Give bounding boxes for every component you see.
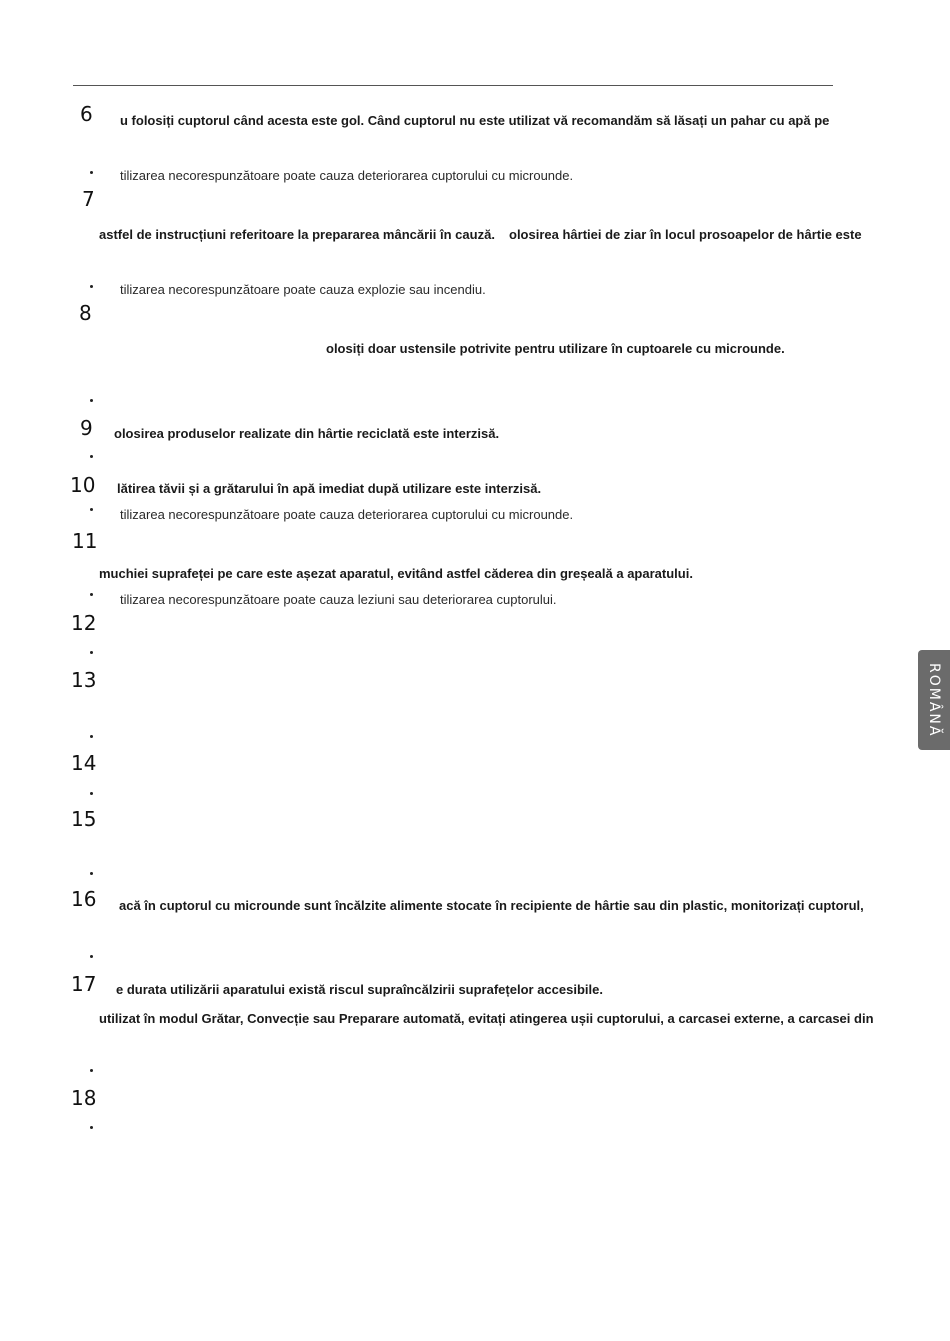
bullet-dot	[90, 399, 93, 402]
item-number: 15	[71, 807, 97, 831]
item-number: 16	[71, 887, 97, 911]
item-text: utilizat în modul Grătar, Convecție sau Preparare automată, evitați atingerea ușii cuptorului, a carcasei externe, a carcasei din	[99, 1011, 874, 1026]
language-tab	[918, 650, 950, 750]
item-text: tilizarea necorespunzătoare poate cauza deteriorarea cuptorului cu microunde.	[120, 168, 574, 183]
item-number: 12	[71, 611, 97, 635]
item-number: 11	[72, 529, 98, 553]
item-text: lătirea tăvii și a grătarului în apă imediat după utilizare este interzisă.	[117, 481, 542, 496]
bullet-dot	[90, 651, 93, 654]
item-text: e durata utilizării aparatului există riscul supraîncălzirii suprafețelor accesibile.	[116, 982, 603, 997]
bullet-dot	[90, 1069, 93, 1072]
bullet-dot	[90, 735, 93, 738]
item-number: 8	[79, 301, 92, 325]
header-rule	[73, 85, 833, 86]
item-number: 14	[71, 751, 97, 775]
bullet-dot	[90, 171, 93, 174]
bullet-dot	[90, 455, 93, 458]
item-text: u folosiți cuptorul când acesta este gol. Când cuptorul nu este utilizat vă recomandăm să lăsați un pahar cu apă pe	[120, 113, 830, 128]
language-tab-label: ROMÂNĂ	[926, 662, 942, 738]
item-text: tilizarea necorespunzătoare poate cauza leziuni sau deteriorarea cuptorului.	[120, 592, 557, 607]
item-text: astfel de instrucțiuni referitoare la prepararea mâncării în cauză.	[99, 227, 495, 242]
item-text: olosiți doar ustensile potrivite pentru utilizare în cuptoarele cu microunde.	[326, 341, 785, 356]
item-text: tilizarea necorespunzătoare poate cauza explozie sau incendiu.	[120, 282, 486, 297]
item-number: 17	[71, 972, 97, 996]
item-text: tilizarea necorespunzătoare poate cauza deteriorarea cuptorului cu microunde.	[120, 507, 574, 522]
bullet-dot	[90, 872, 93, 875]
bullet-dot	[90, 285, 93, 288]
item-number: 7	[82, 187, 95, 211]
item-text: olosirea hârtiei de ziar în locul prosoapelor de hârtie este	[509, 227, 862, 242]
bullet-dot	[90, 508, 93, 511]
item-text: muchiei suprafeței pe care este așezat aparatul, evitând astfel căderea din greșeală a aparatului.	[99, 566, 693, 581]
item-number: 18	[71, 1086, 97, 1110]
item-number: 10	[70, 473, 96, 497]
item-number: 13	[71, 668, 97, 692]
item-number: 9	[80, 416, 93, 440]
item-text: acă în cuptorul cu microunde sunt încălzite alimente stocate în recipiente de hârtie sau din plastic, monitorizați cuptorul,	[119, 898, 864, 913]
item-number: 6	[80, 102, 93, 126]
bullet-dot	[90, 593, 93, 596]
bullet-dot	[90, 792, 93, 795]
bullet-dot	[90, 955, 93, 958]
bullet-dot	[90, 1126, 93, 1129]
item-text: olosirea produselor realizate din hârtie reciclată este interzisă.	[114, 426, 500, 441]
